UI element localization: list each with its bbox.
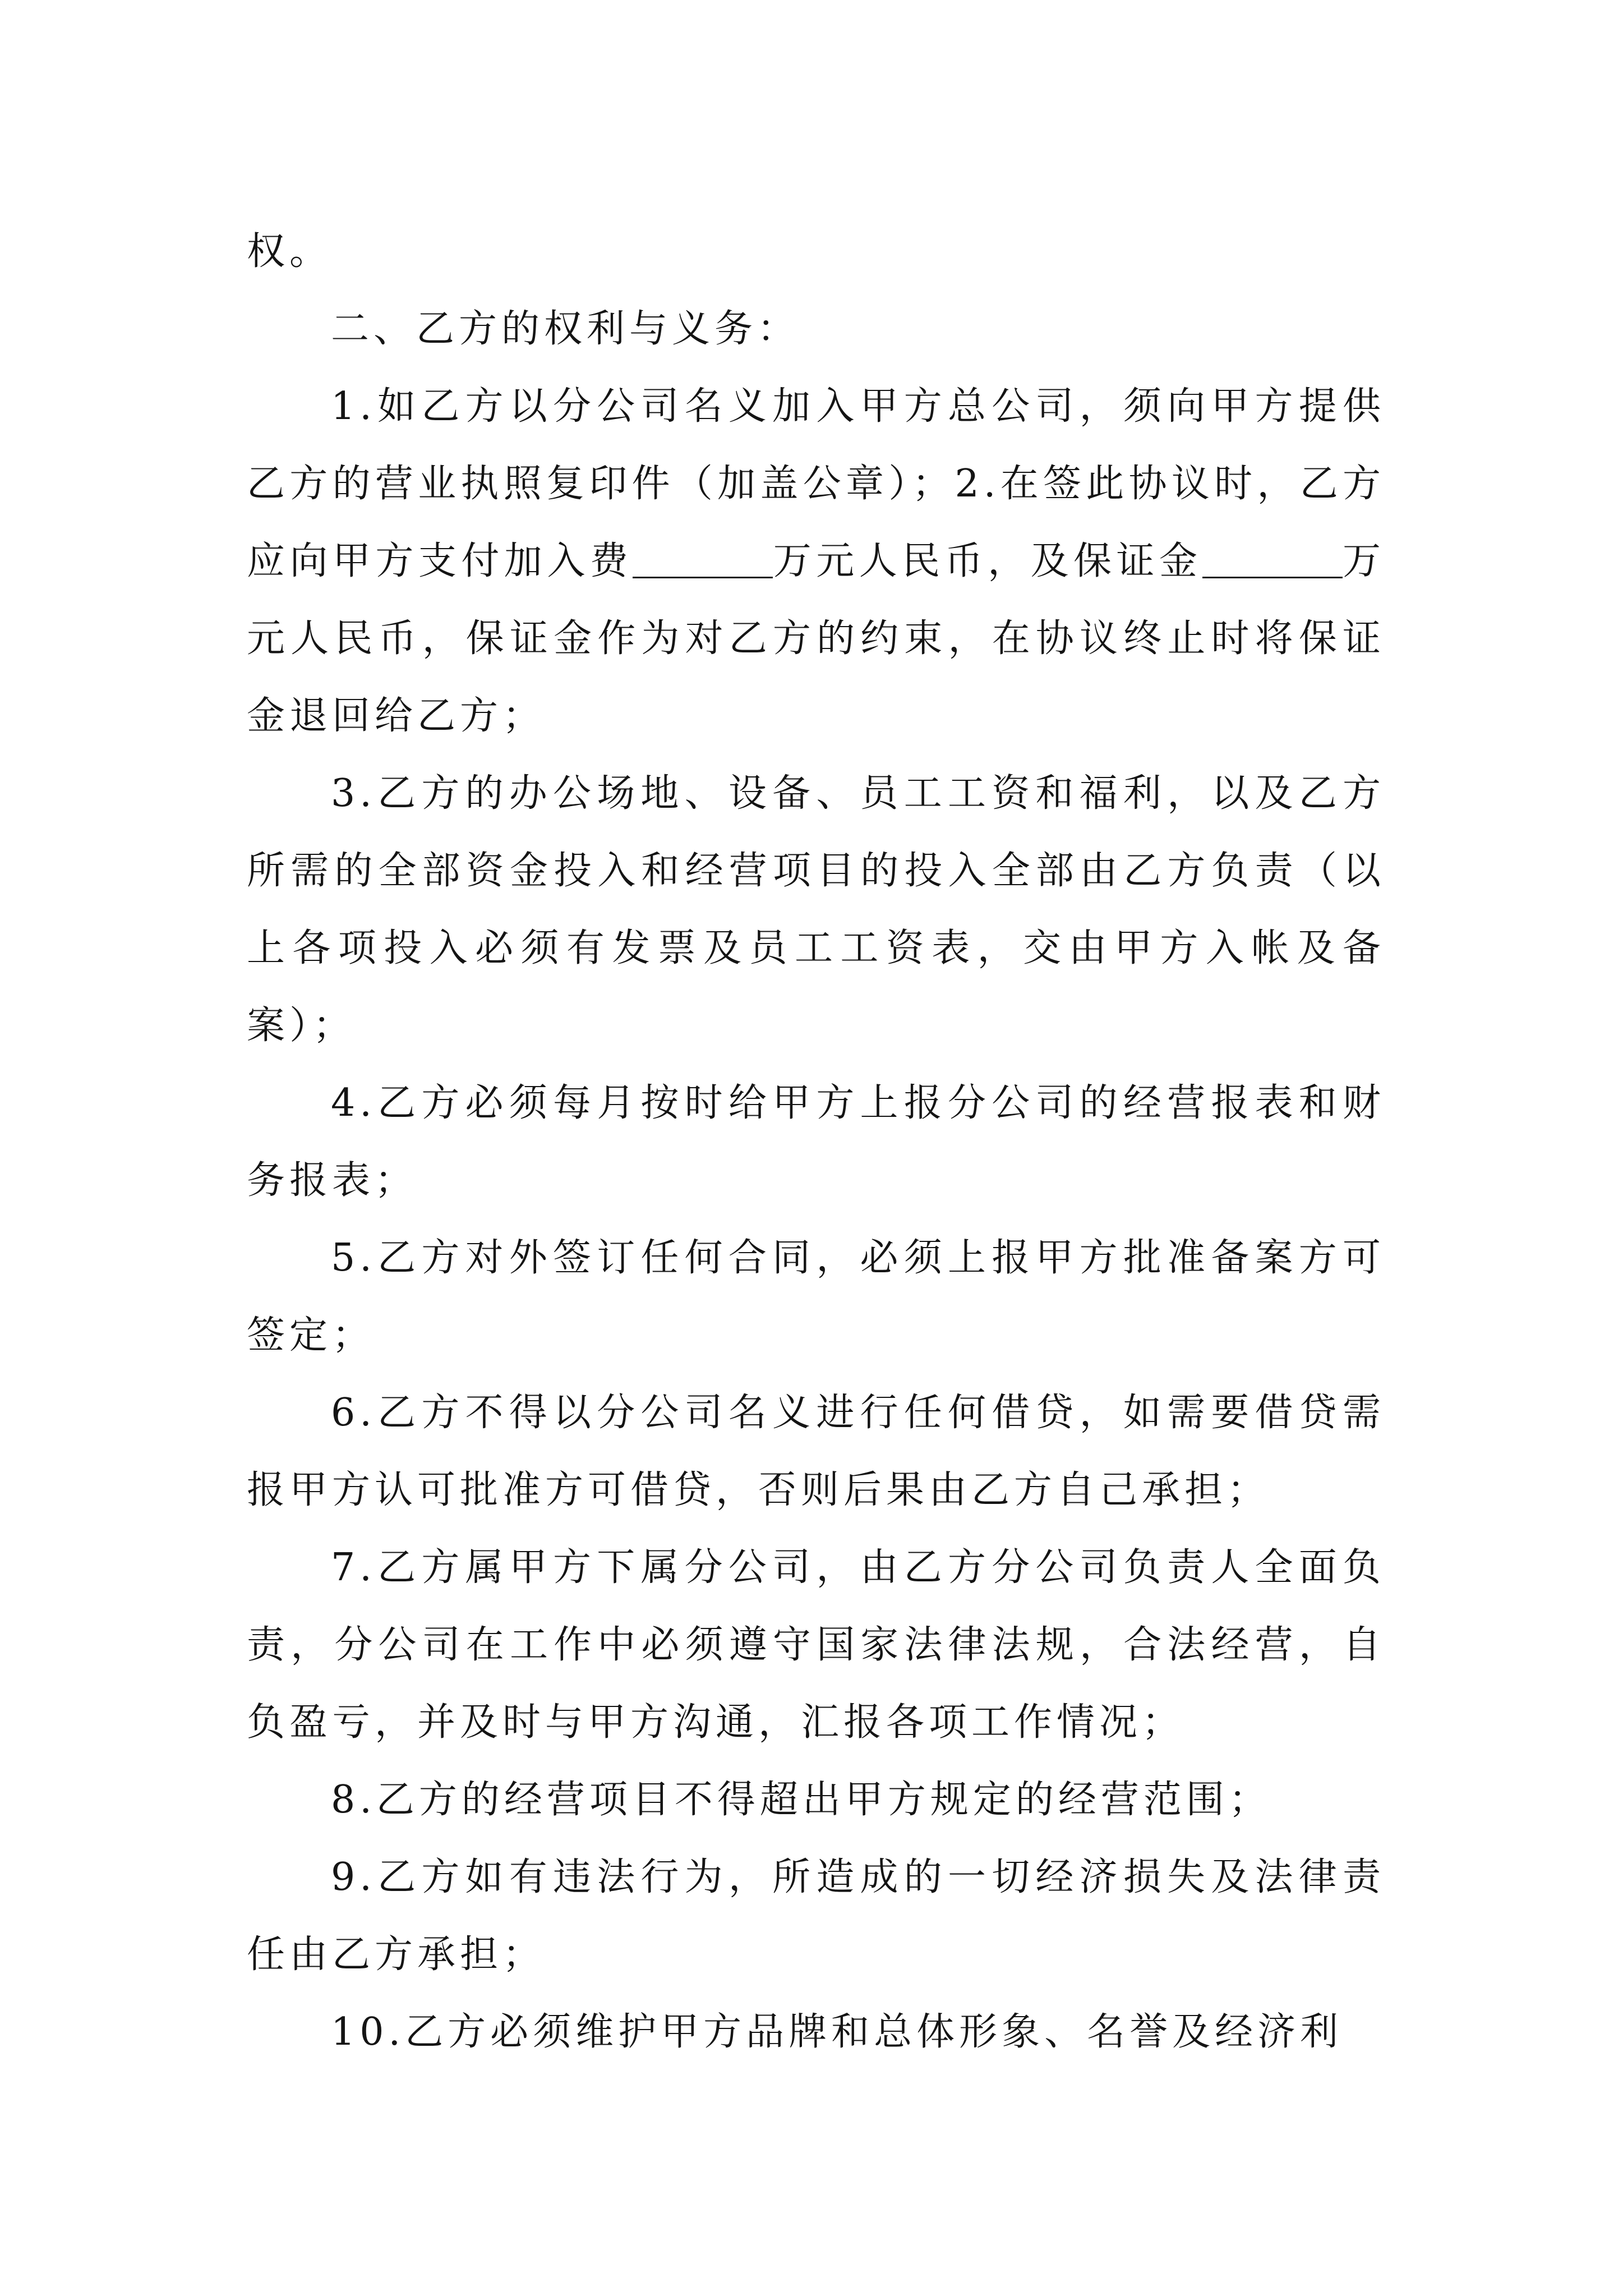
clause-5: 5.乙方对外签订任何合同，必须上报甲方批准备案方可签定； [247, 1236, 1385, 1358]
document-body [247, 213, 1385, 2071]
clause-text-part: 万元人民币，保证金作为对乙方的约束，在协议终止时将保证金退回给乙方； [247, 539, 1385, 738]
paragraph-continuation: 权。 [247, 229, 333, 274]
clause-text-part: 1.如乙方以分公司名义加入甲方总公司，须向甲方提供乙方的营业执照复印件（加盖公章）；2.在签此协议时，乙方应向甲方支付加入费 [247, 384, 1385, 583]
clause-3: 3.乙方的办公场地、设备、员工工资和福利，以及乙方所需的全部资金投入和经营项目的投入全部由乙方负责（以上各项投入必须有发票及员工工资表，交由甲方入帐及备案）； [247, 771, 1385, 1048]
clause-6: 6.乙方不得以分公司名义进行任何借贷，如需要借贷需报甲方认可批准方可借贷，否则后果由乙方自己承担； [247, 1391, 1385, 1512]
clause-7: 7.乙方属甲方下属分公司，由乙方分公司负责人全面负责，分公司在工作中必须遵守国家法律法规，合法经营，自负盈亏，并及时与甲方沟通，汇报各项工作情况； [247, 1545, 1385, 1745]
clause-4: 4.乙方必须每月按时给甲方上报分公司的经营报表和财务报表； [247, 1081, 1385, 1203]
clause-text-part: 万元人民币，及保证金 [773, 539, 1202, 583]
clause-1-2 [247, 368, 1385, 755]
section-heading: 二、乙方的权利与义务： [331, 307, 800, 351]
deposit-blank-field [1202, 539, 1343, 578]
clause-10: 10.乙方必须维护甲方品牌和总体形象、名誉及经济利 [331, 2010, 1343, 2054]
clause-8: 8.乙方的经营项目不得超出甲方规定的经营范围； [331, 1778, 1271, 1822]
clause-9: 9.乙方如有违法行为，所造成的一切经济损失及法律责任由乙方承担； [247, 1855, 1385, 1977]
fee-blank-field [633, 539, 773, 578]
